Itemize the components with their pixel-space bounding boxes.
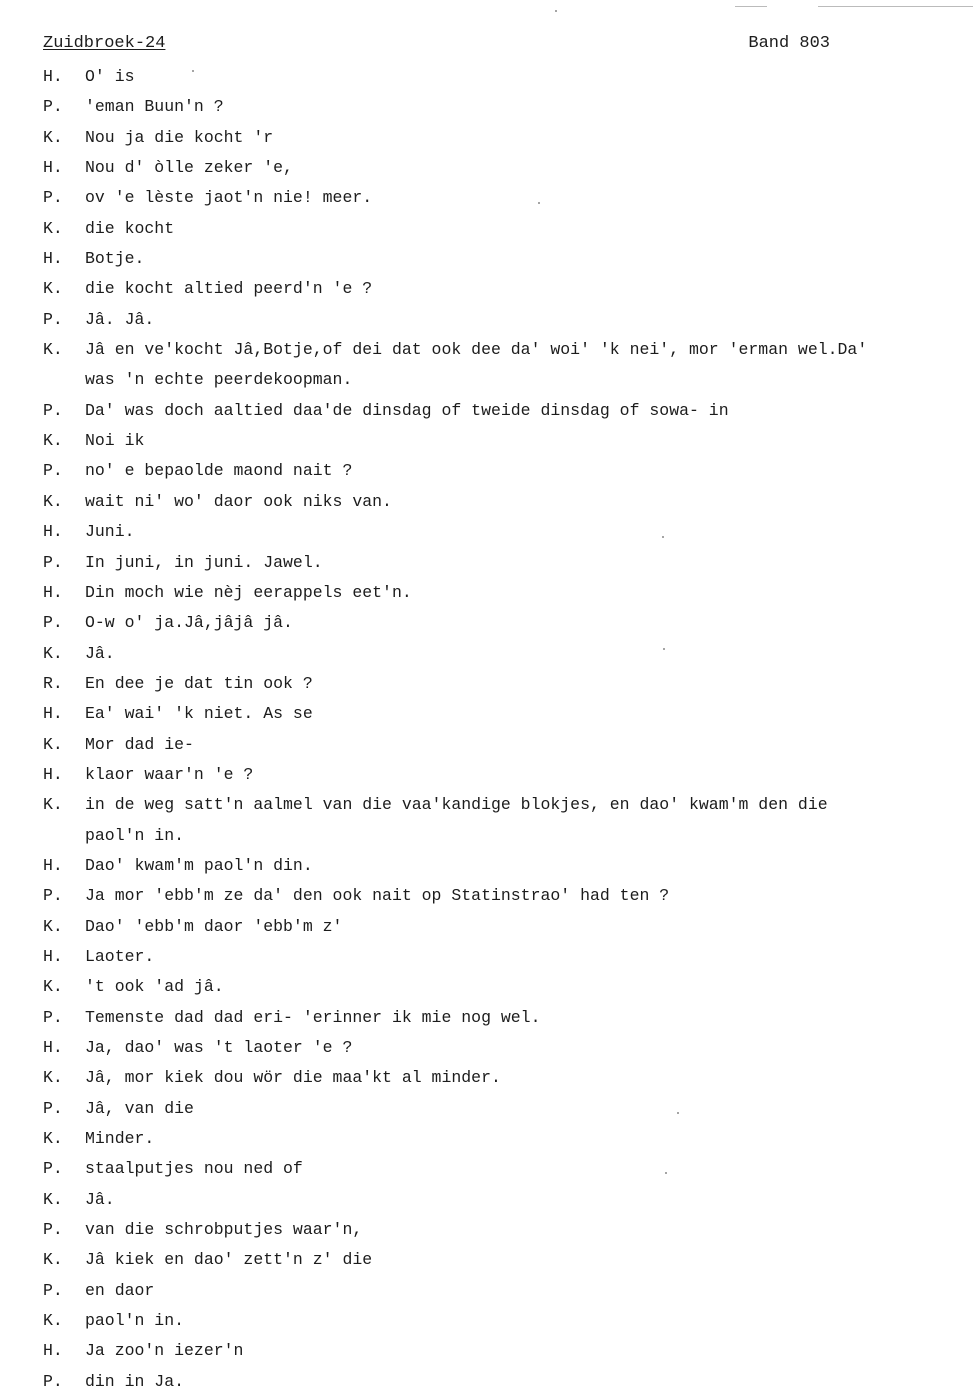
speaker-label: K. — [43, 977, 63, 997]
transcript-line — [43, 183, 943, 213]
speaker-label: H. — [43, 946, 63, 966]
utterance-text: O' is — [85, 67, 135, 86]
paper-speck — [677, 1112, 679, 1114]
utterance-text: Nou d' òlle zeker 'e, — [85, 158, 293, 178]
utterance-text: 't ook 'ad jâ. — [85, 977, 224, 997]
document-title: Zuidbroek-24 — [43, 34, 166, 53]
paper-speck — [662, 536, 664, 538]
speaker-label: P. — [43, 461, 63, 481]
utterance-text: in de weg satt'n aalmel van die vaa'kandige blokjes, en dao' kwam'm den die — [85, 795, 828, 815]
speaker-label: K. — [43, 643, 63, 663]
utterance-text: 'eman Buun'n ? — [85, 97, 224, 117]
transcript-line — [43, 426, 943, 456]
speaker-label: P. — [43, 1220, 63, 1240]
utterance-text: Ja mor 'ebb'm ze da' den ook nait op Statinstrao' had ten ? — [85, 886, 670, 906]
transcript-line — [43, 1185, 943, 1215]
speaker-label: P. — [43, 552, 63, 572]
utterance-text: Temenste dad dad eri- 'erinner ik mie nog wel. — [85, 1007, 541, 1027]
speaker-label: H. — [43, 764, 63, 784]
transcript-line — [43, 487, 943, 517]
speaker-label: K. — [43, 431, 63, 451]
transcript-line — [43, 881, 943, 911]
transcript-line — [43, 1306, 943, 1336]
transcript-line — [43, 608, 943, 638]
page-header — [43, 34, 830, 60]
transcript-line — [43, 456, 943, 486]
speaker-label: P. — [43, 1007, 63, 1027]
transcript-line — [43, 912, 943, 942]
speaker-label: K. — [43, 1068, 63, 1088]
utterance-text: die kocht altied peerd'n 'e ? — [85, 279, 373, 299]
speaker-label: P. — [43, 1159, 63, 1179]
utterance-text: Nou ja die kocht 'r — [85, 127, 274, 147]
utterance-text: paol'n in. — [85, 1311, 185, 1331]
utterance-text: Jâ en ve'kocht Jâ,Botje,of dei dat ook dee da' woi' 'k nei', mor 'erman wel.Da' — [85, 340, 868, 360]
transcript-line — [43, 1245, 943, 1275]
transcript-line — [43, 1276, 943, 1306]
transcript-line — [43, 760, 943, 790]
utterance-text: Jâ. — [85, 643, 115, 663]
transcript-line — [43, 244, 943, 274]
speaker-label: K. — [43, 127, 63, 147]
speaker-label: K. — [43, 916, 63, 936]
speaker-label: P. — [43, 613, 63, 633]
utterance-text: O-w o' ja.Jâ,jâjâ jâ. — [85, 613, 293, 633]
transcript-line — [43, 305, 943, 335]
speaker-label: P. — [43, 1371, 63, 1391]
speaker-label: R. — [43, 673, 63, 693]
paper-speck — [665, 1172, 667, 1174]
utterance-text: Minder. — [85, 1129, 155, 1149]
paper-speck — [538, 202, 540, 204]
utterance-text: Jâ kiek en dao' zett'n z' die — [85, 1250, 373, 1270]
speaker-label: H. — [43, 1038, 63, 1057]
utterance-text: en daor — [85, 1280, 155, 1300]
transcript-line — [43, 790, 943, 820]
speaker-label: K. — [43, 218, 63, 238]
utterance-text: Jâ. — [85, 1189, 115, 1209]
utterance-text: Botje. — [85, 249, 145, 269]
utterance-text: Din moch wie nèj eerappels eet'n. — [85, 582, 412, 602]
speaker-label: H. — [43, 249, 63, 269]
transcript-line — [43, 669, 943, 699]
speaker-label: P. — [43, 97, 63, 117]
speaker-label: P. — [43, 400, 63, 420]
utterance-text: no' e bepaolde maond nait ? — [85, 461, 353, 481]
utterance-text: din in Ja. — [85, 1371, 185, 1391]
utterance-text: Da' was doch aaltied daa'de dinsdag of tweide dinsdag of sowa- in — [85, 400, 729, 420]
utterance-text: In juni, in juni. Jawel. — [85, 552, 323, 572]
utterance-text: staalputjes nou ned of — [85, 1159, 303, 1179]
speaker-label: H. — [43, 704, 63, 724]
transcript-line — [43, 1215, 943, 1245]
transcript-line — [43, 1063, 943, 1093]
transcript-line — [43, 1033, 943, 1063]
utterance-text: paol'n in. — [85, 825, 185, 845]
utterance-text: Mor dad ie- — [85, 734, 194, 754]
transcript-line — [43, 214, 943, 244]
speaker-label: H. — [43, 522, 63, 542]
speaker-label: K. — [43, 795, 63, 815]
transcript-lines — [43, 62, 943, 1397]
transcript-line — [43, 699, 943, 729]
utterance-text: Jâ. Jâ. — [85, 309, 155, 329]
speaker-label: K. — [43, 491, 63, 511]
transcript-line — [43, 821, 943, 851]
transcript-line — [43, 123, 943, 153]
transcript-line — [43, 1124, 943, 1154]
transcript-line — [43, 1154, 943, 1184]
utterance-text: Noi ik — [85, 431, 145, 451]
utterance-text: was 'n echte peerdekoopman. — [85, 370, 353, 390]
speaker-label: H. — [43, 582, 63, 602]
speaker-label: K. — [43, 1189, 63, 1209]
transcript-line — [43, 274, 943, 304]
transcript-line — [43, 396, 943, 426]
transcript-line — [43, 548, 943, 578]
transcript-line — [43, 942, 943, 972]
transcript-line — [43, 972, 943, 1002]
speaker-label: P. — [43, 309, 63, 329]
speaker-label: K. — [43, 279, 63, 299]
speaker-label: K. — [43, 340, 63, 360]
transcript-line — [43, 153, 943, 183]
speaker-label: P. — [43, 886, 63, 906]
transcript-line — [43, 1094, 943, 1124]
transcript-line — [43, 365, 943, 395]
utterance-text: En dee je dat tin ook ? — [85, 673, 313, 693]
utterance-text: die kocht — [85, 218, 175, 238]
utterance-text: Jâ, van die — [85, 1098, 194, 1118]
utterance-text: Laoter. — [85, 946, 155, 966]
speaker-label: K. — [43, 1129, 63, 1149]
transcript-line — [43, 62, 943, 92]
transcript-line — [43, 517, 943, 547]
utterance-text: Jâ, mor kiek dou wör die maa'kt al minder. — [85, 1068, 501, 1088]
transcript-line — [43, 335, 943, 365]
speaker-label: P. — [43, 188, 63, 208]
transcript-line — [43, 578, 943, 608]
speaker-label: K. — [43, 1311, 63, 1331]
transcript-line — [43, 1003, 943, 1033]
top-rule-long — [818, 6, 973, 7]
utterance-text: Juni. — [85, 522, 135, 542]
speaker-label: K. — [43, 734, 63, 754]
utterance-text: van die schrobputjes waar'n, — [85, 1220, 363, 1240]
utterance-text: Ja, dao' was 't laoter 'e ? — [85, 1038, 353, 1057]
utterance-text: Ja zoo'n iezer'n — [85, 1341, 244, 1361]
utterance-text: Dao' kwam'm paol'n din. — [85, 855, 313, 875]
utterance-text: ov 'e lèste jaot'n nie! meer. — [85, 188, 373, 208]
transcript-line — [43, 92, 943, 122]
transcript-line — [43, 1367, 943, 1397]
top-rule-short — [735, 6, 767, 7]
speaker-label: P. — [43, 1098, 63, 1118]
speaker-label: H. — [43, 1341, 63, 1361]
utterance-text: Dao' 'ebb'm daor 'ebb'm z' — [85, 916, 343, 936]
paper-speck — [192, 70, 194, 72]
utterance-text: Ea' wai' 'k niet. As se — [85, 704, 313, 724]
paper-speck — [555, 10, 557, 12]
utterance-text: wait ni' wo' daor ook niks van. — [85, 491, 392, 511]
transcript-line — [43, 639, 943, 669]
tape-number: Band 803 — [748, 34, 830, 53]
transcript-line — [43, 851, 943, 881]
paper-speck — [663, 648, 665, 650]
speaker-label: H. — [43, 67, 63, 86]
speaker-label: H. — [43, 158, 63, 178]
utterance-text: klaor waar'n 'e ? — [85, 764, 254, 784]
speaker-label: P. — [43, 1280, 63, 1300]
speaker-label: K. — [43, 1250, 63, 1270]
transcript-line — [43, 730, 943, 760]
transcript-line — [43, 1336, 943, 1366]
speaker-label: H. — [43, 855, 63, 875]
